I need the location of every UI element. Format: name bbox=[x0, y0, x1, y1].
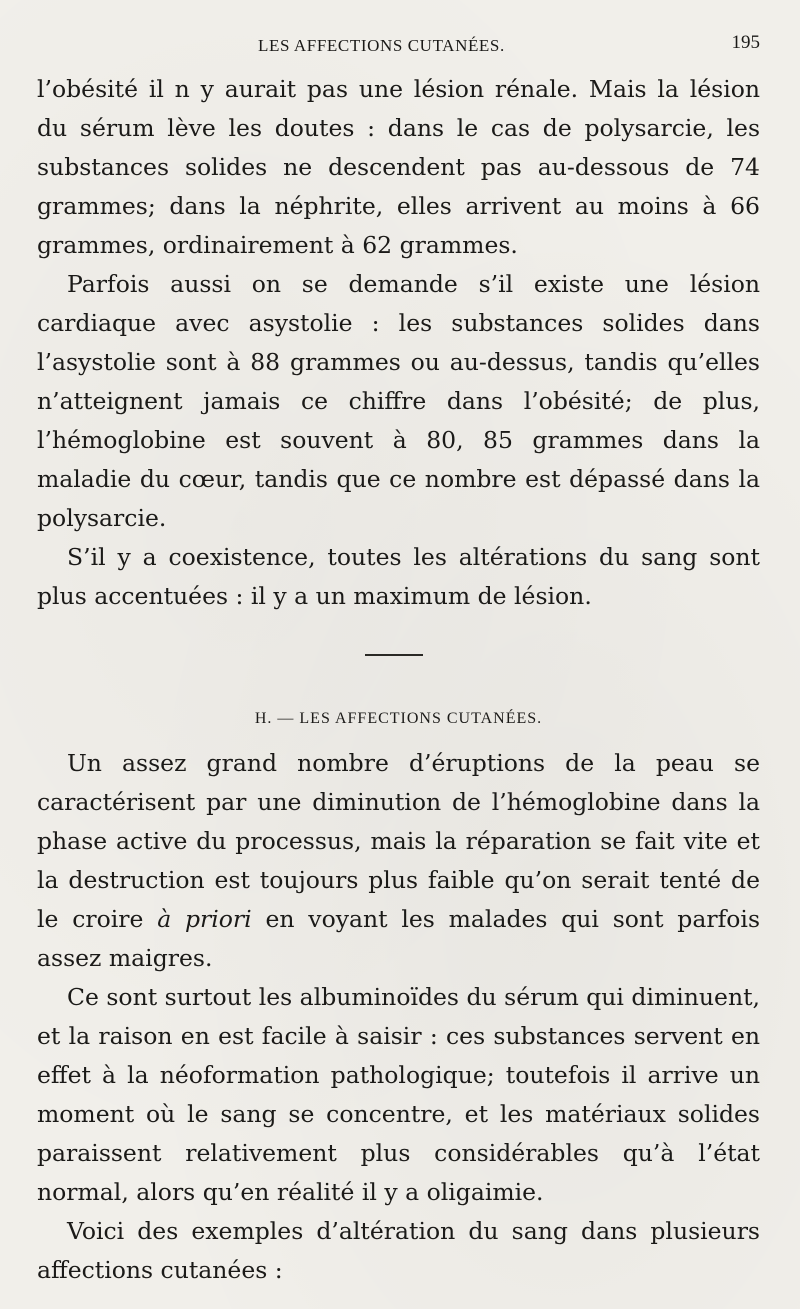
section-heading: H. — LES AFFECTIONS CUTANÉES. bbox=[254, 710, 543, 727]
paragraph-asystolie: Parfois aussi on se demande s’il existe une lésion cardiaque avec asystolie : les substances solides dans l’asystolie sont à 88 grammes ou au-dessus, tandis qu’elles n’atteignent jamais ce chiffre dans l’obésité; de plus, l’hémoglobine est souvent à 80, 85 grammes dans la maladie du cœur, tandis que ce nombre est dépassé dans la polysarcie. bbox=[37, 270, 760, 532]
paragraph-exemples: Voici des exemples d’altération du sang dans plusieurs affections cutanées : bbox=[37, 1217, 760, 1284]
italic-a-priori: à priori bbox=[157, 905, 252, 933]
running-title: LES AFFECTIONS CUTANÉES. bbox=[258, 36, 505, 55]
section-separator-rule bbox=[365, 654, 423, 656]
body-text bbox=[37, 70, 760, 1290]
paragraph-continued: l’obésité il n y aurait pas une lésion rénale. Mais la lésion du sérum lève les doutes : dans le cas de polysarcie, les substances solides ne descendent pas au-dessous de 74 grammes; dans la néphrite, elles arrivent au moins à 66 grammes, ordinairement à 62 grammes. bbox=[37, 75, 760, 259]
paragraph-eruptions-end: en voyant les malades qui sont parfois assez maigres. bbox=[37, 905, 760, 972]
page-number: 195 bbox=[731, 32, 760, 53]
paragraph-eruptions-text: Un assez grand nombre d’éruptions de la peau se caractérisent par une diminution de l’hémoglobine dans la phase active du processus, mais la réparation se fait vite et la destruction est toujours plus faible qu’on serait tenté de le croire bbox=[37, 749, 760, 933]
running-header bbox=[0, 32, 800, 60]
paragraph-coexistence: S’il y a coexistence, toutes les altérations du sang sont plus accentuées : il y a un maximum de lésion. bbox=[37, 543, 760, 610]
paragraph-eruptions bbox=[37, 744, 760, 978]
paragraph-albuminoides: Ce sont surtout les albuminoïdes du sérum qui diminuent, et la raison en est facile à saisir : ces substances servent en effet à la néoformation pathologique; toutefois il arrive un moment où le sang se concentre, et les matériaux solides paraissent relativement plus considérables qu’à l’état normal, alors qu’en réalité il y a oligaimie. bbox=[37, 983, 760, 1206]
